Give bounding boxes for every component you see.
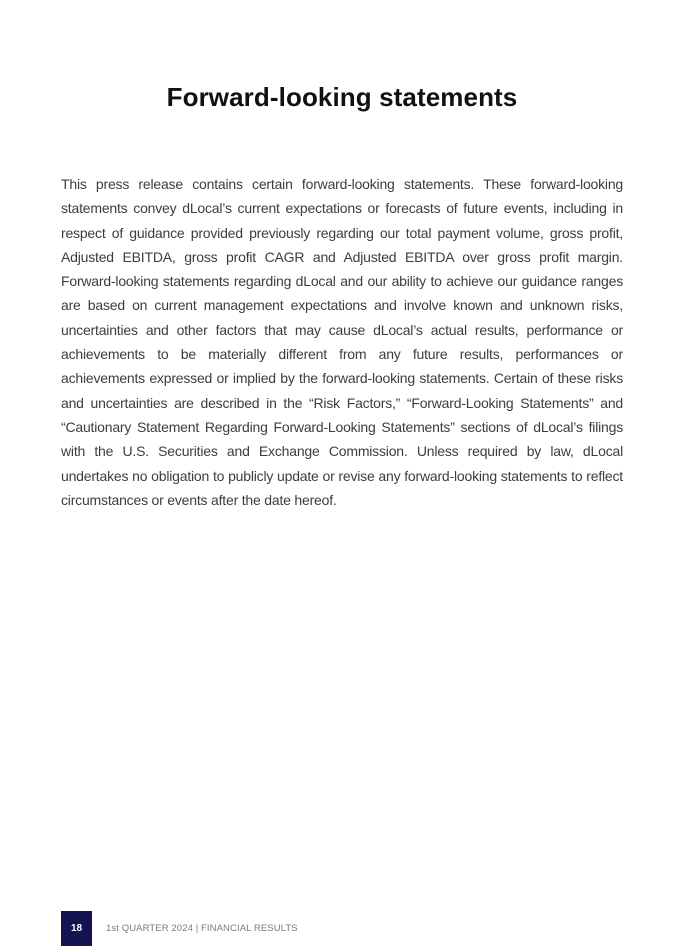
forward-looking-paragraph: This press release contains certain forward-looking statements. These forward-looking statements convey dLocal’s current expectations or forecasts of future events, including in respect of guidance provided previously regarding our total payment volume, gross profit, Adjusted EBITDA, gross profit CAGR and Adjusted EBITDA over gross profit margin. Forward-looking statements regarding dLocal and our ability to achieve our guidance ranges are based on current management expectations and involve known and unknown risks, uncertainties and other factors that may cause dLocal’s actual results, performance or achievements to be materially different from any future results, performances or achievements expressed or implied by the forward-looking statements. Certain of these risks and uncertainties are described in the “Risk Factors,” “Forward-Looking Statements” and “Cautionary Statement Regarding Forward-Looking Statements” sections of dLocal’s filings with the U.S. Securities and Exchange Commission. Unless required by law, dLocal undertakes no obligation to publicly update or revise any forward-looking statements to reflect circumstances or events after the date hereof.	[61, 176, 623, 508]
page-footer	[61, 911, 298, 946]
page-number-badge: 18	[61, 911, 92, 946]
page-title: Forward-looking statements	[166, 82, 518, 112]
footer-report-label: 1st QUARTER 2024 | FINANCIAL RESULTS	[106, 923, 298, 934]
